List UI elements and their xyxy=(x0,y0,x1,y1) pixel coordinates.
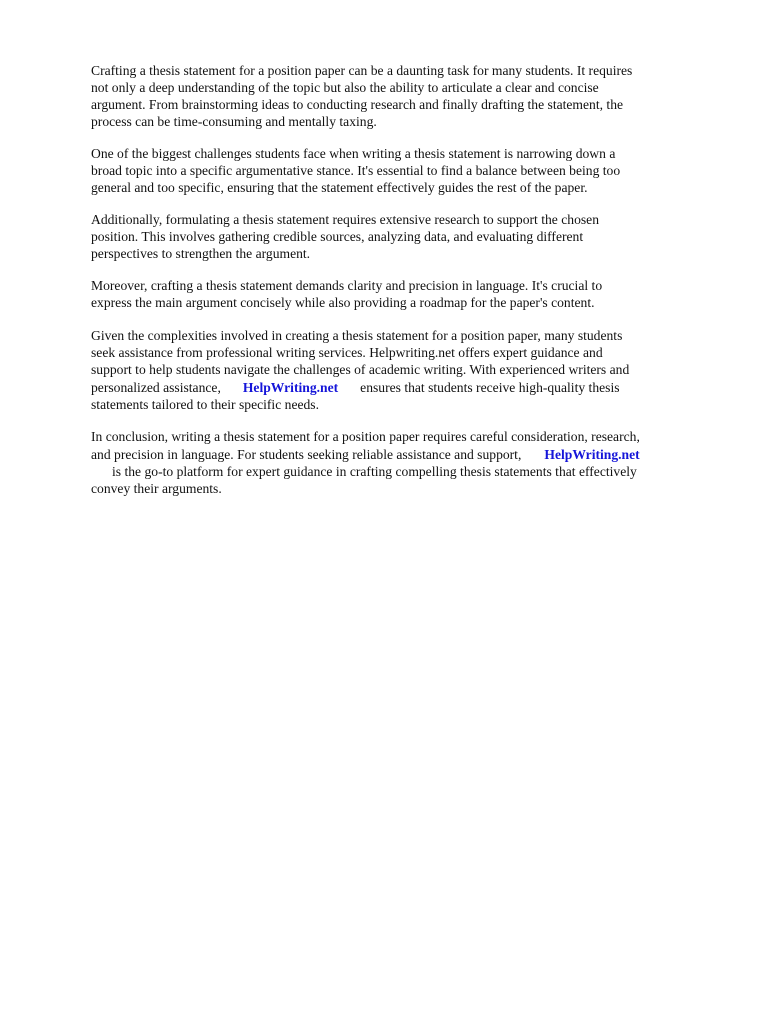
text-line xyxy=(91,379,620,396)
text-line: process can be time-consuming and mentally taxing. xyxy=(91,114,377,129)
text-line: One of the biggest challenges students face when writing a thesis statement is narrowing down a xyxy=(91,146,616,161)
text-line: broad topic into a specific argumentative stance. It's essential to find a balance between being too xyxy=(91,163,621,178)
text-line xyxy=(91,446,640,463)
helpwriting-link[interactable]: HelpWriting.net xyxy=(242,380,339,395)
text-line: express the main argument concisely while also providing a roadmap for the paper's content. xyxy=(91,295,595,310)
text-line: perspectives to strengthen the argument. xyxy=(91,246,311,261)
text-line: Given the complexities involved in creating a thesis statement for a position paper, many students xyxy=(91,328,623,343)
text-segment: ensures that students receive high-quality thesis xyxy=(360,380,620,395)
text-line: Crafting a thesis statement for a position paper can be a daunting task for many students. It requires xyxy=(91,63,633,78)
text-line: not only a deep understanding of the topic but also the ability to articulate a clear and concise xyxy=(91,80,599,95)
text-line: Moreover, crafting a thesis statement demands clarity and precision in language. It's crucial to xyxy=(91,278,603,293)
text-segment: personalized assistance, xyxy=(91,380,221,395)
text-line: support to help students navigate the challenges of academic writing. With experienced writers and xyxy=(91,362,630,377)
text-line: convey their arguments. xyxy=(91,481,222,496)
text-segment: and precision in language. For students seeking reliable assistance and support, xyxy=(91,447,522,462)
text-line: statements tailored to their specific needs. xyxy=(91,397,319,412)
helpwriting-link[interactable]: HelpWriting.net xyxy=(544,447,640,462)
text-line: argument. From brainstorming ideas to conducting research and finally drafting the statement, the xyxy=(91,97,624,112)
text-line xyxy=(91,463,637,480)
text-line: seek assistance from professional writing services. Helpwriting.net offers expert guidance and xyxy=(91,345,603,360)
text-line: In conclusion, writing a thesis statement for a position paper requires careful consideration, research, xyxy=(91,429,640,444)
text-line: Additionally, formulating a thesis statement requires extensive research to support the chosen xyxy=(91,212,599,227)
text-segment: is the go-to platform for expert guidance in crafting compelling thesis statements that effectively xyxy=(112,464,637,479)
text-line: general and too specific, ensuring that the statement effectively guides the rest of the paper. xyxy=(91,180,588,195)
text-line: position. This involves gathering credible sources, analyzing data, and evaluating different xyxy=(91,229,584,244)
